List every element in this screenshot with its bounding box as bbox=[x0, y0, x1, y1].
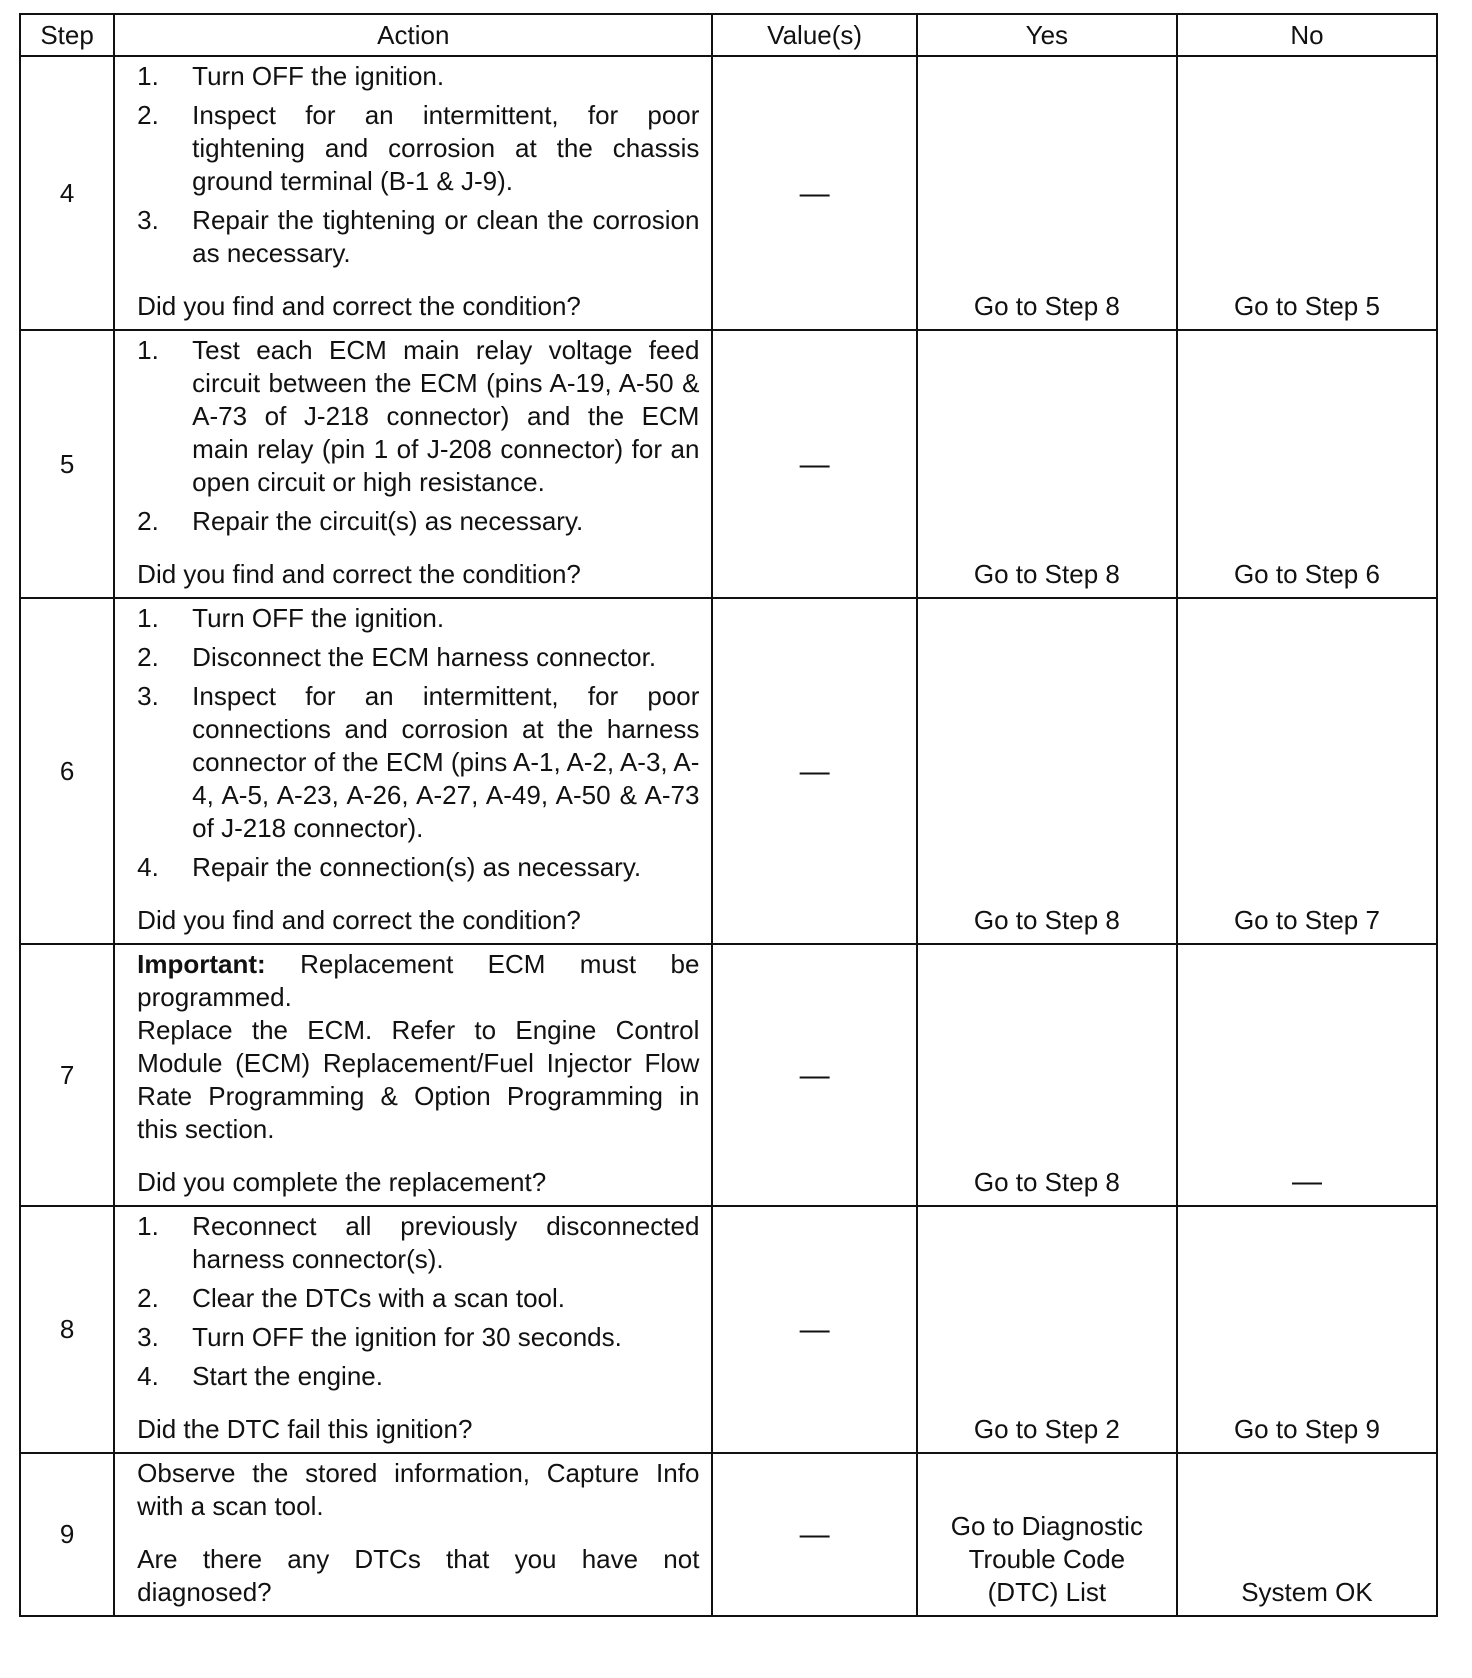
value-cell: — bbox=[712, 1453, 916, 1616]
no-cell: System OK bbox=[1177, 1453, 1437, 1616]
no-cell: Go to Step 9 bbox=[1177, 1206, 1437, 1453]
item-number: 1. bbox=[137, 61, 159, 91]
item-text: Turn OFF the ignition for 30 seconds. bbox=[192, 1322, 622, 1352]
question-text: Did you complete the replacement? bbox=[137, 1167, 547, 1197]
step-number: 8 bbox=[20, 1206, 114, 1453]
header-step: Step bbox=[20, 14, 114, 56]
no-cell: Go to Step 7 bbox=[1177, 598, 1437, 944]
list-item bbox=[137, 680, 699, 845]
value-cell: — bbox=[712, 1206, 916, 1453]
question-text: Did the DTC fail this ignition? bbox=[137, 1414, 473, 1444]
item-text: Repair the circuit(s) as necessary. bbox=[192, 506, 584, 536]
action-cell bbox=[114, 330, 712, 598]
list-item bbox=[137, 1360, 699, 1393]
action-body: Observe the stored information, Capture Info with a scan tool. bbox=[137, 1458, 700, 1521]
item-number: 3. bbox=[137, 681, 159, 711]
item-text: Turn OFF the ignition. bbox=[192, 603, 445, 633]
table-row-step-9 bbox=[20, 1453, 1437, 1616]
list-item bbox=[137, 1321, 699, 1354]
item-text: Inspect for an intermittent, for poor tightening and corrosion at the chassis ground terminal (B-1 & J-9). bbox=[192, 100, 700, 196]
step-number: 4 bbox=[20, 56, 114, 330]
yes-cell: Go to Step 8 bbox=[917, 330, 1177, 598]
item-text: Test each ECM main relay voltage feed circuit between the ECM (pins A-19, A-50 & A-73 of J-218 connector) and the ECM main relay (pin 1 of J-208 connector) for an open circuit or high resistance. bbox=[192, 335, 700, 497]
item-text: Reconnect all previously disconnected harness connector(s). bbox=[192, 1211, 700, 1274]
question-text: Did you find and correct the condition? bbox=[137, 905, 581, 935]
item-text: Turn OFF the ignition. bbox=[192, 61, 445, 91]
no-cell bbox=[1177, 944, 1437, 1206]
yes-cell: Go to Step 8 bbox=[917, 944, 1177, 1206]
item-text: Clear the DTCs with a scan tool. bbox=[192, 1283, 565, 1313]
action-cell bbox=[114, 1206, 712, 1453]
no-cell: Go to Step 6 bbox=[1177, 330, 1437, 598]
value-cell: — bbox=[712, 56, 916, 330]
table-row-step-8 bbox=[20, 1206, 1437, 1453]
list-item bbox=[137, 1282, 699, 1315]
list-item bbox=[137, 204, 699, 270]
item-number: 2. bbox=[137, 100, 159, 130]
table-row-step-7 bbox=[20, 944, 1437, 1206]
item-number: 3. bbox=[137, 1322, 159, 1352]
important-label: Important: bbox=[137, 949, 266, 979]
item-text: Disconnect the ECM harness connector. bbox=[192, 642, 657, 672]
step-number: 5 bbox=[20, 330, 114, 598]
step-number: 9 bbox=[20, 1453, 114, 1616]
value-cell: — bbox=[712, 944, 916, 1206]
action-cell bbox=[114, 598, 712, 944]
item-number: 2. bbox=[137, 642, 159, 672]
yes-cell: Go to Diagnostic Trouble Code (DTC) List bbox=[917, 1453, 1177, 1616]
question-text: Are there any DTCs that you have not diagnosed? bbox=[137, 1544, 700, 1607]
yes-cell: Go to Step 2 bbox=[917, 1206, 1177, 1453]
item-text: Inspect for an intermittent, for poor connections and corrosion at the harness connector of the ECM (pins A-1, A-2, A-3, A-4, A-5, A-23, A-26, A-27, A-49, A-50 & A-73 of J-218 connector). bbox=[192, 681, 700, 843]
list-item bbox=[137, 505, 699, 538]
header-row bbox=[20, 14, 1437, 56]
list-item bbox=[137, 641, 699, 674]
yes-cell: Go to Step 8 bbox=[917, 56, 1177, 330]
action-cell bbox=[114, 1453, 712, 1616]
item-number: 3. bbox=[137, 205, 159, 235]
question-text: Did you find and correct the condition? bbox=[137, 291, 581, 321]
step-number: 7 bbox=[20, 944, 114, 1206]
item-number: 1. bbox=[137, 335, 159, 365]
header-yes: Yes bbox=[917, 14, 1177, 56]
list-item bbox=[137, 60, 699, 93]
action-list bbox=[137, 60, 699, 270]
header-action: Action bbox=[114, 14, 712, 56]
item-text: Repair the tightening or clean the corrosion as necessary. bbox=[192, 205, 700, 268]
important-note bbox=[137, 948, 699, 1014]
list-item bbox=[137, 602, 699, 635]
list-item bbox=[137, 1210, 699, 1276]
action-list bbox=[137, 1210, 699, 1393]
action-cell bbox=[114, 56, 712, 330]
item-number: 1. bbox=[137, 603, 159, 633]
table-row-step-4 bbox=[20, 56, 1437, 330]
yes-cell: Go to Step 8 bbox=[917, 598, 1177, 944]
action-list bbox=[137, 334, 699, 538]
no-value: — bbox=[1291, 1165, 1322, 1198]
item-number: 2. bbox=[137, 1283, 159, 1313]
item-number: 2. bbox=[137, 506, 159, 536]
diagnostic-table bbox=[19, 13, 1438, 1617]
list-item bbox=[137, 334, 699, 499]
action-list bbox=[137, 602, 699, 884]
table-row-step-5 bbox=[20, 330, 1437, 598]
question-text: Did you find and correct the condition? bbox=[137, 559, 581, 589]
item-text: Repair the connection(s) as necessary. bbox=[192, 852, 642, 882]
list-item bbox=[137, 99, 699, 198]
action-cell bbox=[114, 944, 712, 1206]
list-item bbox=[137, 851, 699, 884]
item-number: 4. bbox=[137, 852, 159, 882]
step-number: 6 bbox=[20, 598, 114, 944]
table-row-step-6 bbox=[20, 598, 1437, 944]
header-no: No bbox=[1177, 14, 1437, 56]
item-text: Start the engine. bbox=[192, 1361, 383, 1391]
no-cell: Go to Step 5 bbox=[1177, 56, 1437, 330]
header-values: Value(s) bbox=[712, 14, 916, 56]
value-cell: — bbox=[712, 330, 916, 598]
item-number: 1. bbox=[137, 1211, 159, 1241]
value-cell: — bbox=[712, 598, 916, 944]
item-number: 4. bbox=[137, 1361, 159, 1391]
action-body: Replace the ECM. Refer to Engine Control Module (ECM) Replacement/Fuel Injector Flow Rate Programming & Option Programming in this section. bbox=[137, 1015, 700, 1144]
important-text: Replacement ECM must be programmed. bbox=[137, 949, 700, 1012]
